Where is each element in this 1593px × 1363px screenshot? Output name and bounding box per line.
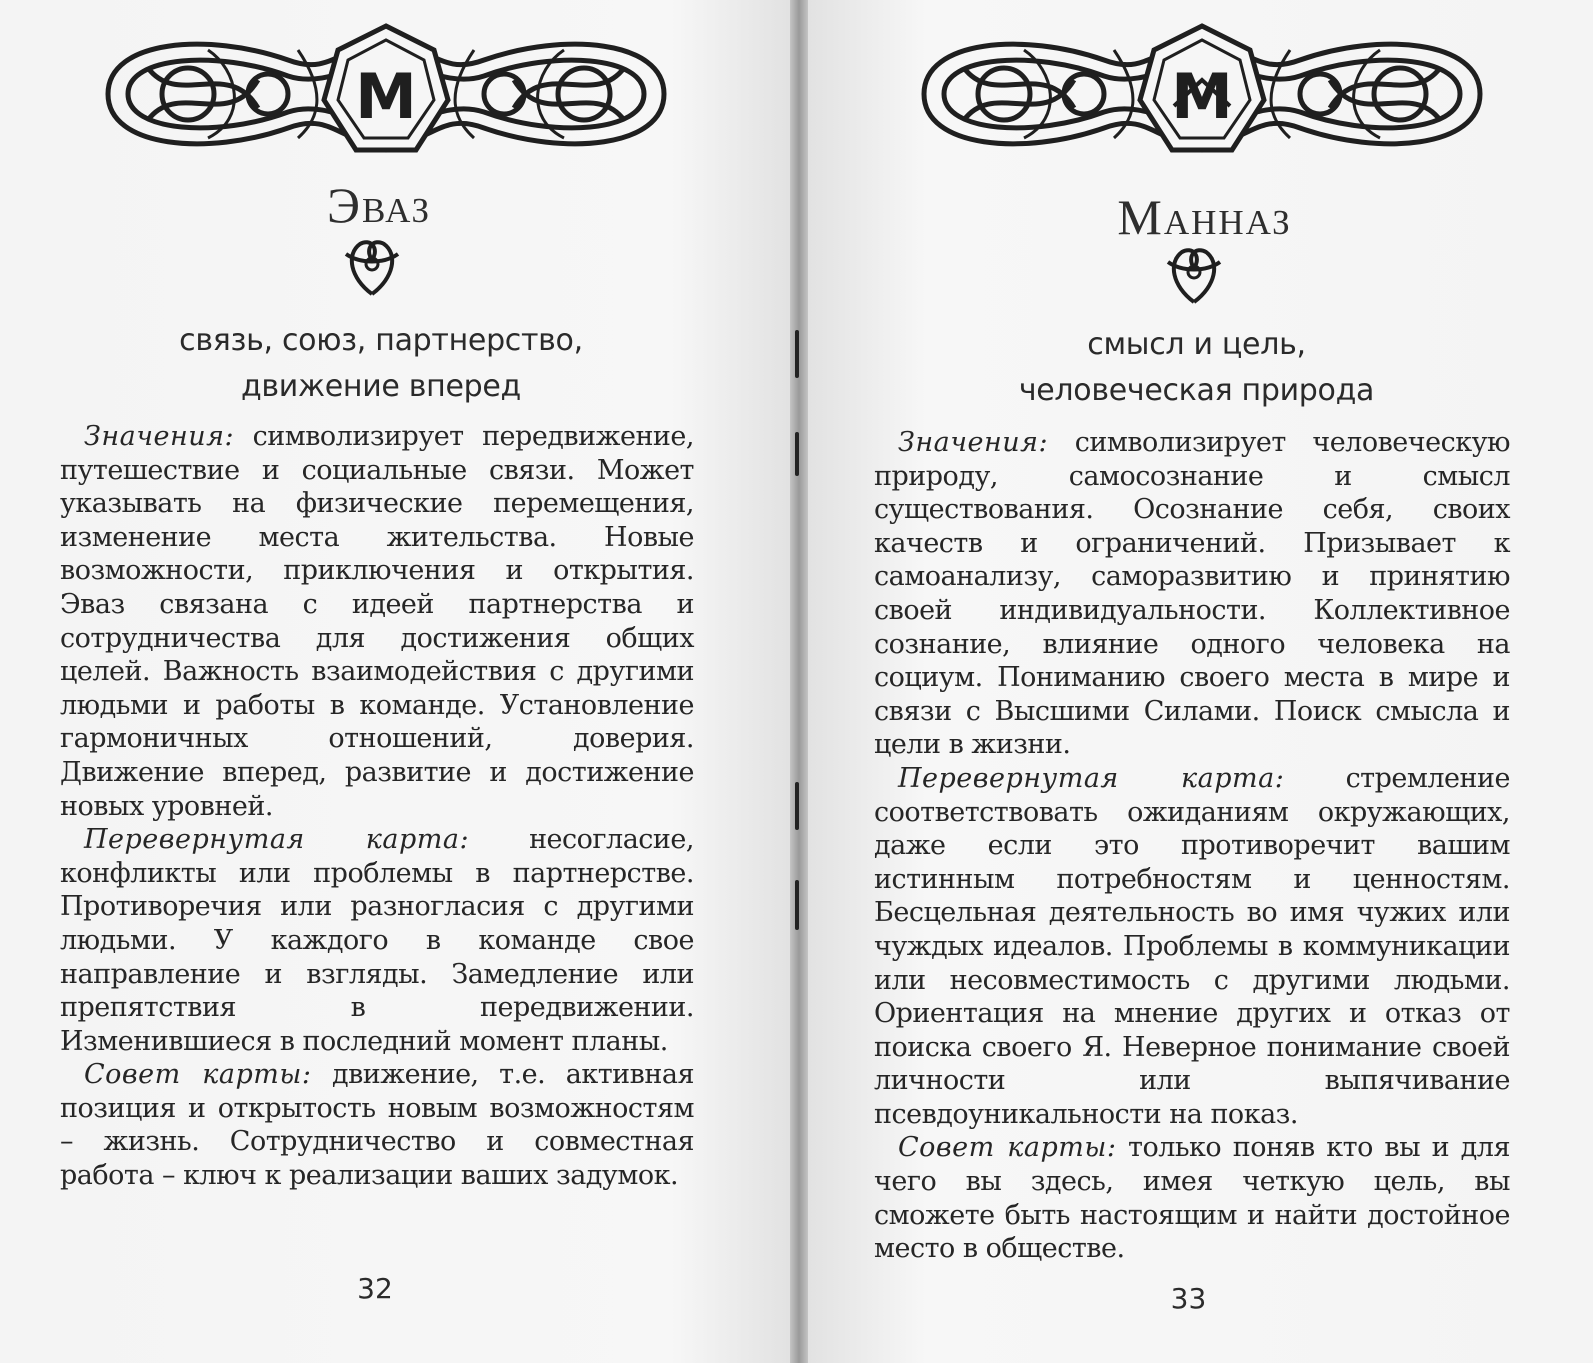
reversed-paragraph xyxy=(874,762,1510,1132)
meaning-text: символизирует передвижение, путешествие и социальные связи. Может указывать на физические перемещения, изменение места жительства. Новые возможности, приключения и открытия. Эваз связана с идеей партнерства и сотрудничества для достижения общих целей. Важность взаимодействия с другими людьми и работы в команде. Установление гармоничных отношений, доверия. Движение вперед, развитие и достижение новых уровней. xyxy=(60,421,694,822)
meaning-paragraph xyxy=(60,420,694,823)
keywords-line-1: связь, союз, партнерство, xyxy=(179,323,583,358)
advice-paragraph xyxy=(60,1058,694,1192)
keywords xyxy=(808,322,1589,414)
reversed-paragraph xyxy=(60,823,694,1058)
binding-stitch xyxy=(795,432,799,476)
rune-description xyxy=(874,426,1510,1266)
page-number: 32 xyxy=(357,1272,393,1305)
binding-stitch xyxy=(795,880,799,930)
advice-paragraph xyxy=(874,1131,1510,1265)
advice-text: только поняв кто вы и для чего вы здесь, имея четкую цель, вы сможете быть настоящим и найти достойное место в обществе. xyxy=(874,1132,1510,1265)
left-page xyxy=(0,0,790,1363)
reversed-text: несогласие, конфликты или проблемы в партнерстве. Противоречия или разногласия с другими людьми. У каждого в команде свое направление и взгляды. Замедление или препятствия в передвижении. Изменившиеся в последний момент планы. xyxy=(60,824,694,1057)
right-page xyxy=(808,0,1593,1363)
rune-eihwaz-symbol: M xyxy=(355,60,417,133)
book-gutter xyxy=(790,0,808,1363)
advice-label: Совет карты: xyxy=(84,1059,312,1091)
reversed-label: Перевернутая карта: xyxy=(84,824,470,856)
binding-stitch xyxy=(795,330,799,378)
advice-label: Совет карты: xyxy=(898,1132,1117,1164)
reversed-label: Перевернутая карта: xyxy=(898,762,1285,794)
celtic-knot-ornament xyxy=(88,20,684,168)
rune-description xyxy=(60,420,694,1193)
celtic-knot-ornament xyxy=(904,20,1500,168)
page-number: 33 xyxy=(1170,1282,1207,1315)
keywords xyxy=(0,318,776,410)
keywords-line-2: движение вперед xyxy=(240,369,521,404)
page-title: Эваз xyxy=(326,177,432,233)
meaning-label: Значения: xyxy=(898,427,1049,458)
triquetra-icon xyxy=(340,234,404,298)
keywords-line-2: человеческая природа xyxy=(1018,373,1375,408)
meaning-label: Значения: xyxy=(84,421,235,452)
triquetra-icon xyxy=(1162,242,1226,306)
page-title: Манназ xyxy=(1117,189,1292,245)
keywords-line-1: смысл и цель, xyxy=(1087,327,1306,362)
binding-stitch xyxy=(795,782,799,830)
rune-mannaz-symbol: M xyxy=(1171,60,1233,133)
reversed-text: стремление соответствовать ожиданиям окружающих, даже если это противоречит вашим истинным потребностям и ценностям. Бесцельная деятельность во имя чужих или чуждых идеалов. Проблемы в коммуникации или несовместимость с другими людьми. Ориентация на мнение других и отказ от поиска своего Я. Неверное понимание своей личности или выпячивание псевдоуникальности на показ. xyxy=(874,762,1510,1130)
meaning-text: символизирует человеческую природу, самосознание и смысл существования. Осознание себя, своих качеств и ограничений. Призывает к самоанализу, саморазвитию и принятию своей индивидуальности. Коллективное сознание, влияние одного человека на социум. Пониманию своего места в мире и связи с Высшими Силами. Поиск смысла и цели в жизни. xyxy=(874,427,1510,761)
advice-text: движение, т.е. активная позиция и открытость новым возможностям – жизнь. Сотрудничество и совместная работа – ключ к реализации ваших задумок. xyxy=(60,1059,694,1192)
meaning-paragraph xyxy=(874,426,1510,762)
